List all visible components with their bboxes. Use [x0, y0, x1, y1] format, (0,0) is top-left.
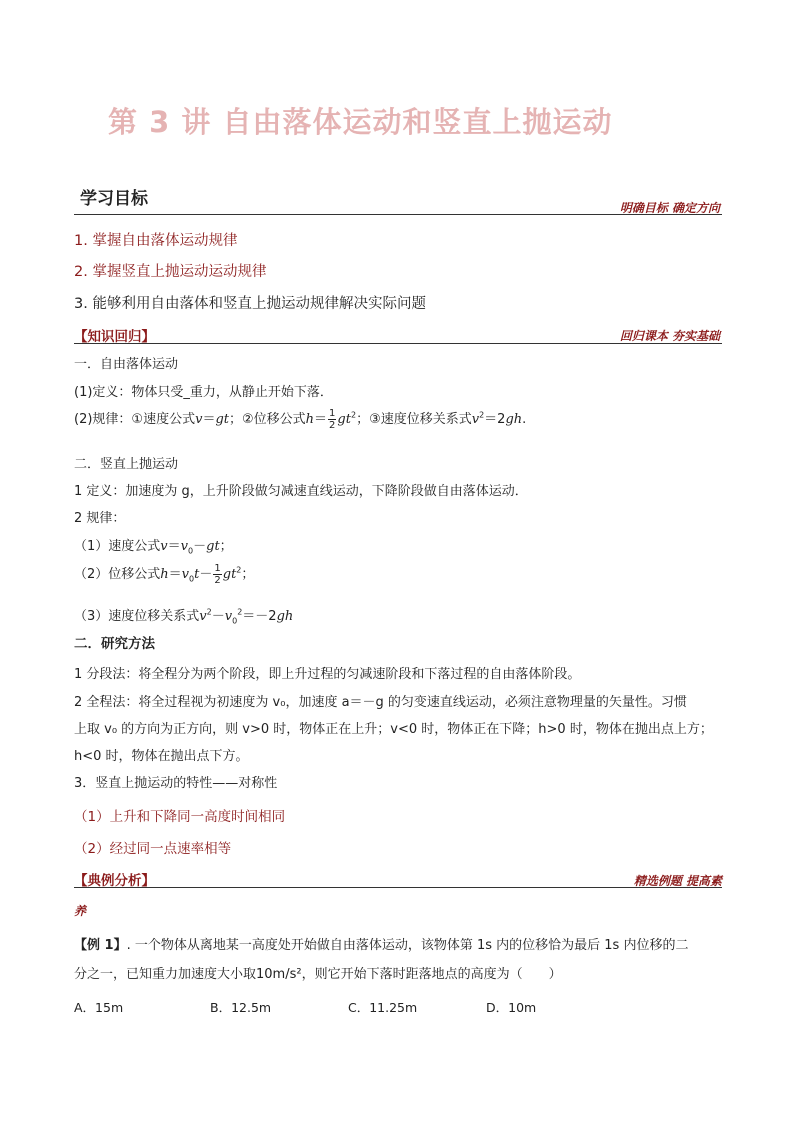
option-c[interactable]: C．11.25m — [348, 1000, 418, 1015]
symmetry-1: （1）上升和下降同一高度时间相同 — [74, 809, 286, 825]
method-3: 3．竖直上抛运动的特性——对称性 — [74, 776, 278, 791]
goal-item-3: 3. 能够利用自由落体和竖直上抛运动规律解决实际问题 — [74, 296, 426, 312]
example-1-line-1: 【例 1】. 一个物体从离地某一高度处开始做自由落体运动，该物体第 1s 内的位移恰为最后 1s 内位移的二 — [74, 938, 689, 953]
review-tag: 回归课本 夯实基础 — [619, 329, 720, 343]
examples-divider — [74, 887, 722, 888]
vertical-throw-definition: 1 定义：加速度为 g，上升阶段做匀减速直线运动，下降阶段做自由落体运动． — [74, 484, 528, 499]
option-b[interactable]: B．12.5m — [210, 1000, 272, 1015]
goal-item-2: 2. 掌握竖直上抛运动运动规律 — [74, 264, 267, 280]
vertical-throw-law-heading: 2 规律： — [74, 511, 126, 526]
example-1-line-2: 分之一，已知重力加速度大小取10m/s²，则它开始下落时距落地点的高度为（ ） — [74, 967, 562, 982]
examples-tag-continued: 养 — [74, 904, 87, 918]
method-2-line-1: 2 全程法：将全过程视为初速度为 v₀，加速度 a＝－g 的匀变速直线运动，必须注意物理量的矢量性。习惯 — [74, 695, 687, 710]
option-d[interactable]: D．10m — [486, 1000, 537, 1015]
examples-tag: 精选例题 提高素 — [633, 874, 722, 888]
option-a[interactable]: A．15m — [74, 1000, 124, 1015]
method-1: 1 分段法：将全程分为两个阶段，即上升过程的匀减速阶段和下落过程的自由落体阶段。 — [74, 667, 581, 682]
goals-heading: 学习目标 — [80, 189, 148, 209]
free-fall-laws: (2)规律：①速度公式v＝gt；②位移公式h＝ $\frac{1}{2}$ $gt^2$；③速度位移关系式$v^2=2gh$. — [74, 408, 527, 431]
review-divider — [74, 343, 722, 344]
free-fall-definition: (1)定义：物体只受_重力，从静止开始下落． — [74, 385, 333, 400]
fraction-half-2: $\frac{1}{2}$ — [214, 563, 221, 586]
examples-heading: 【典例分析】 — [74, 873, 155, 889]
page-title: 第 3 讲 自由落体运动和竖直上抛运动 — [108, 105, 613, 139]
method-2-line-3: h<0 时，物体在抛出点下方。 — [74, 749, 249, 764]
review-heading: 【知识回归】 — [74, 329, 155, 345]
symmetry-2: （2）经过同一点速率相等 — [74, 841, 232, 857]
goals-tag: 明确目标 确定方向 — [619, 201, 720, 215]
method-2-line-2: 上取 v₀ 的方向为正方向，则 v>0 时，物体正在上升；v<0 时，物体正在下降；h>0 时，物体在抛出点上方； — [74, 722, 713, 737]
goal-item-1: 1. 掌握自由落体运动规律 — [74, 233, 238, 249]
fraction-half: $\frac{1}{2}$ — [329, 408, 336, 431]
goals-divider — [74, 214, 722, 215]
vertical-throw-law-2: （2）位移公式$h=v_0t-$ $\frac{1}{2}$ $gt^2$； — [74, 563, 255, 586]
vertical-throw-heading: 二．竖直上抛运动 — [74, 457, 179, 472]
vertical-throw-law-3: （3）速度位移关系式$v^2-v_0^2=-2gh$ — [74, 607, 294, 626]
free-fall-heading: 一．自由落体运动 — [74, 357, 179, 372]
vertical-throw-law-1: （1）速度公式$v=v_0-gt$； — [74, 539, 233, 556]
methods-heading: 二．研究方法 — [74, 636, 155, 652]
